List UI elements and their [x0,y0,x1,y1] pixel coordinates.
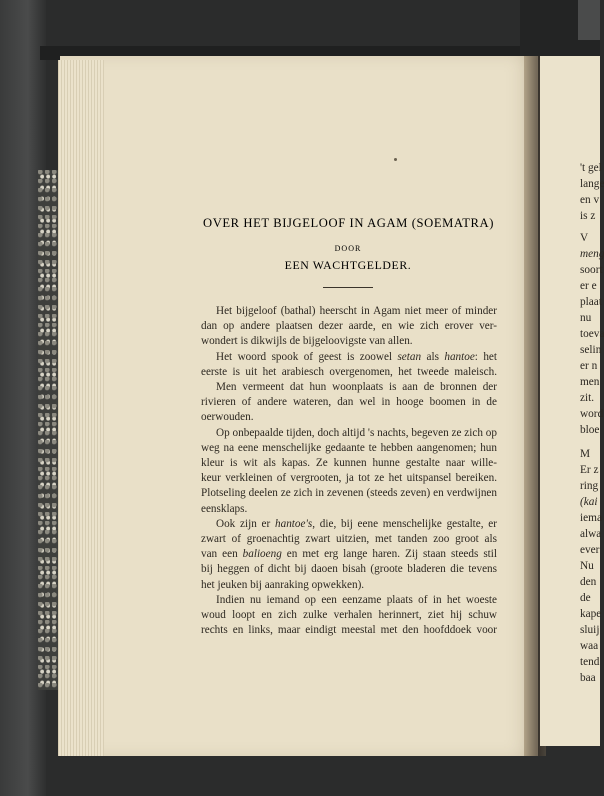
right-page-fragment: den [580,576,597,588]
right-page-fragment: iema [580,512,602,524]
text-run: : het [474,350,497,363]
marbled-edge [38,170,60,690]
right-page-fragment: en v [580,194,600,206]
text-line: oerwouden. [201,411,254,424]
text-line [216,351,497,364]
text-line: rivieren of andere wateren, dan wel in hooge boomen in de [201,396,497,409]
text-line: woud loopt en zich zulke verhalen herinnert, ziet hij schuw [201,609,497,621]
right-page-fragment: er e [580,280,597,292]
right-page-fragment: selin [580,344,602,356]
right-page-fragment: meng [580,248,604,260]
text-line: Indien nu iemand op een eenzame plaats of in het woeste [216,593,497,606]
right-page-fragment: V [580,232,589,244]
right-page-fragment: men [580,376,600,388]
right-page-fragment: ring [580,480,599,492]
text-line: het jeuken bij aanraking opwekken). [201,578,365,591]
author-name: EEN WACHTGELDER. [284,258,412,272]
right-page-fragment: kape [580,608,602,620]
text-line: keur verkleinen of vergrooten, ja tot ze het uitspansel bereiken. [201,472,497,485]
right-page-fragment: zit. [580,392,595,404]
article-title: OVER HET BIJGELOOF IN AGAM (SOEMATRA) [203,216,494,230]
right-page-fragment: soort [580,264,603,276]
text-line: Op onbepaalde tijden, doch altijd 's nachts, begeven ze zich op [216,426,497,439]
text-line: wondert is dikwijls de bijgeloovigste van allen. [201,335,413,348]
right-page-fragment: nu [580,312,592,324]
text-line: eensklaps. [201,502,248,515]
right-page-fragment: ever [580,544,600,556]
right-page-fragment: word [580,408,604,420]
right-page-fragment: plaat [580,296,602,308]
text-line: eerste is uit het arabiesch overgenomen, het tweede maleisch. [201,365,497,378]
right-page-fragment: lange [580,178,604,190]
text-line: zwart of groenachtig zwart uitzien, met tanden zoo groot als [201,533,497,545]
text-line: kleur is wit als kapas. Ze kunnen hunne gestalte naar wille- [201,457,497,469]
italic-term: hantoe's [275,517,313,530]
text-line: dan op andere plaatsen dezer aarde, en wie zich erover ver- [201,320,497,333]
right-page-fragment: toeva [580,328,604,340]
text-line: weg na eene menschelijke gedaante te hebben aangenomen; hun [201,441,497,454]
right-page-fragment: 't gel [580,162,602,174]
right-page-fragment: bloe [580,424,600,436]
right-page-fragment: alwa [580,528,602,540]
right-page-fragment: de [580,592,591,604]
italic-term: balioeng [242,548,282,561]
right-page-fragment: waa [580,640,599,652]
right-page-fragment: baa [580,672,596,684]
page-mark [394,158,397,161]
page-edges [58,60,104,756]
right-page-fragment: er n [580,360,598,372]
title-divider [323,287,373,288]
text-run: en met erg lange haren. Zij staan steeds stil [281,548,498,561]
text-line [216,518,497,531]
right-page-fragment: Nu [580,560,594,572]
right-page-fragment: tend [580,656,600,668]
right-page-fragment: Er z [580,464,599,476]
right-page-fragment: (kai [580,496,598,508]
text-line: Men vermeent dat hun woonplaats is aan de bronnen der [216,381,497,393]
text-run: Ook zijn er [216,517,276,530]
text-line: Het bijgeloof (bathal) heerscht in Agam niet meer of minder [216,305,497,317]
right-page-fragment: M [580,448,591,460]
text-line [201,548,497,561]
italic-term: hantoe [444,350,475,363]
right-page-fragment: is z [580,210,596,222]
text-run: als [421,350,445,363]
text-line: Plotseling deelen ze zich in zevenen (steeds zeven) en verdwijnen [201,487,497,500]
text-run: , die, bij eene menschelijke gestalte, er [312,517,498,530]
right-page-fragment: sluij [580,624,600,636]
text-line: bij heggen of dicht bij daoen bisah (groote bladeren die tevens [201,563,497,576]
italic-term: setan [397,350,422,363]
right-page [540,56,604,746]
byline-prefix: DOOR [334,244,362,253]
background-strip [578,0,600,40]
text-line: rechts en links, maar eindigt meestal met den hoofddoek voor [201,624,497,637]
text-run: van een [201,548,243,561]
text-run: Het woord spook of geest is zoowel [216,350,398,363]
